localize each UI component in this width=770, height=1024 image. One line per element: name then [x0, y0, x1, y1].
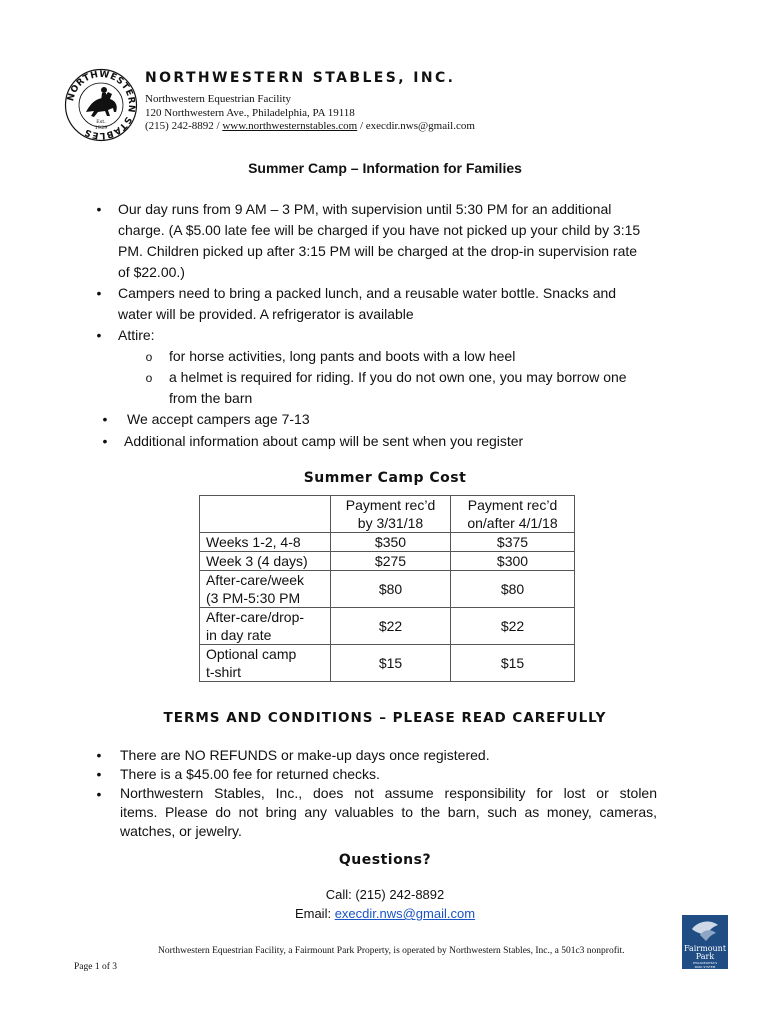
page-number: Page 1 of 3: [74, 962, 118, 972]
svg-text:PARK SYSTEM: PARK SYSTEM: [694, 965, 716, 969]
separator: /: [213, 120, 223, 132]
info-additional: Additional information about camp will be sent when you register: [124, 433, 524, 449]
row-label: Optional camp t-shirt: [200, 645, 331, 682]
header-line: on/after 4/1/18: [467, 515, 558, 531]
email-label: Email:: [294, 906, 335, 921]
bullet-icon: •: [96, 285, 102, 301]
price-cell: $15: [331, 645, 451, 682]
text-line: PM. Children picked up after 3:15 PM will be charged at the drop-in supervision rate: [118, 243, 638, 259]
row-label: Week 3 (4 days): [200, 552, 331, 571]
price-cell: $275: [331, 552, 451, 571]
price-cell: $22: [331, 608, 451, 645]
park-logo-icon: [682, 915, 728, 969]
price-cell: $80: [451, 571, 575, 608]
text-line: watches, or jewelry.: [120, 823, 242, 839]
table-row: [200, 645, 575, 682]
stables-logo: [64, 68, 138, 142]
org-contact-line: [145, 120, 475, 134]
horse-rider-icon: [86, 87, 117, 117]
attire-item-pants: for horse activities, long pants and boots with a low heel: [169, 348, 516, 364]
header-line: by 3/31/18: [357, 515, 424, 531]
price-cell: $350: [331, 533, 451, 552]
org-address: 120 Northwestern Ave., Philadelphia, PA 19118: [145, 106, 355, 119]
cost-table: [199, 495, 575, 682]
info-hours: [118, 199, 688, 283]
bullet-icon: •: [102, 433, 108, 449]
text-line: Our day runs from 9 AM – 3 PM, with supervision until 5:30 PM for an additional: [118, 201, 612, 217]
attire-item-helmet: [169, 367, 689, 409]
text-line: Campers need to bring a packed lunch, and a reusable water bottle. Snacks and: [118, 285, 617, 301]
org-email: execdir.nws@gmail.com: [365, 120, 475, 132]
questions-call: Call: (215) 242-8892: [325, 887, 445, 902]
terms-refunds: There are NO REFUNDS or make-up days once registered.: [120, 747, 490, 763]
org-phone: (215) 242-8892: [145, 120, 214, 132]
email-link[interactable]: execdir.nws@gmail.com: [334, 906, 476, 921]
footer-text: Northwestern Equestrian Facility, a Fairmount Park Property, is operated by Northwestern Stables, Inc., a 501c3 nonprofit.: [158, 946, 625, 956]
fairmount-park-logo: [682, 915, 728, 969]
bullet-icon: •: [96, 201, 102, 217]
row-label: Weeks 1-2, 4-8: [200, 533, 331, 552]
svg-text:Park: Park: [695, 952, 715, 961]
text-line: Northwestern Stables, Inc., does not assume responsibility for lost or stolen: [120, 785, 657, 801]
svg-text:PHILADELPHIA'S: PHILADELPHIA'S: [692, 961, 718, 965]
price-cell: $375: [451, 533, 575, 552]
info-lunch: [118, 283, 688, 325]
info-attire: Attire:: [118, 327, 155, 343]
header-line: Payment rec’d: [467, 497, 558, 513]
questions-heading: Questions?: [338, 852, 432, 868]
text-line: of $22.00.): [118, 264, 185, 280]
price-cell: $22: [451, 608, 575, 645]
price-cell: $15: [451, 645, 575, 682]
svg-text:Fairmount: Fairmount: [683, 944, 727, 953]
logo-ring-text: NORTHWESTERN STABLES: [66, 69, 137, 141]
table-header-row: [200, 496, 575, 533]
table-row: [200, 571, 575, 608]
logo-est-label: Est.: [96, 119, 106, 125]
org-facility: Northwestern Equestrian Facility: [145, 93, 292, 105]
row-label: After-care/drop- in day rate: [200, 608, 331, 645]
table-row: [200, 608, 575, 645]
org-contact: [145, 93, 475, 134]
cost-heading: Summer Camp Cost: [303, 470, 467, 486]
circle-bullet-icon: o: [145, 350, 153, 364]
bullet-icon: •: [96, 766, 102, 782]
price-cell: $300: [451, 552, 575, 571]
info-ages: We accept campers age 7-13: [127, 411, 310, 427]
table-row: [200, 552, 575, 571]
bullet-icon: •: [96, 747, 102, 763]
bullet-icon: •: [96, 327, 102, 343]
logo-est-year: 1929: [94, 125, 108, 131]
website-link[interactable]: www.northwesternstables.com: [222, 120, 358, 132]
text-line: water will be provided. A refrigerator is available: [118, 306, 414, 322]
org-name: NORTHWESTERN STABLES, INC.: [145, 70, 456, 86]
price-cell: $80: [331, 571, 451, 608]
text-line: from the barn: [169, 390, 253, 406]
header-line: Payment rec’d: [345, 497, 436, 513]
terms-checks: There is a $45.00 fee for returned checks.: [120, 766, 380, 782]
bullet-icon: •: [96, 786, 102, 802]
table-cell: [200, 496, 331, 533]
column-header: [331, 496, 451, 533]
text-line: a helmet is required for riding. If you do not own one, you may borrow one: [169, 369, 627, 385]
terms-responsibility: [120, 784, 657, 841]
bullet-icon: •: [102, 411, 108, 427]
separator: /: [357, 120, 366, 132]
text-line: charge. (A $5.00 late fee will be charged if you have not picked up your child by 3:15: [118, 222, 641, 238]
row-label: After-care/week (3 PM-5:30 PM: [200, 571, 331, 608]
terms-heading: TERMS AND CONDITIONS – PLEASE READ CAREFULLY: [163, 710, 607, 726]
questions-email-line: [0, 906, 770, 921]
text-line: items. Please do not bring any valuables to the barn, such as money, cameras,: [120, 804, 657, 820]
column-header: [451, 496, 575, 533]
table-row: [200, 533, 575, 552]
circle-bullet-icon: o: [145, 371, 153, 385]
document-title: Summer Camp – Information for Families: [248, 160, 522, 176]
